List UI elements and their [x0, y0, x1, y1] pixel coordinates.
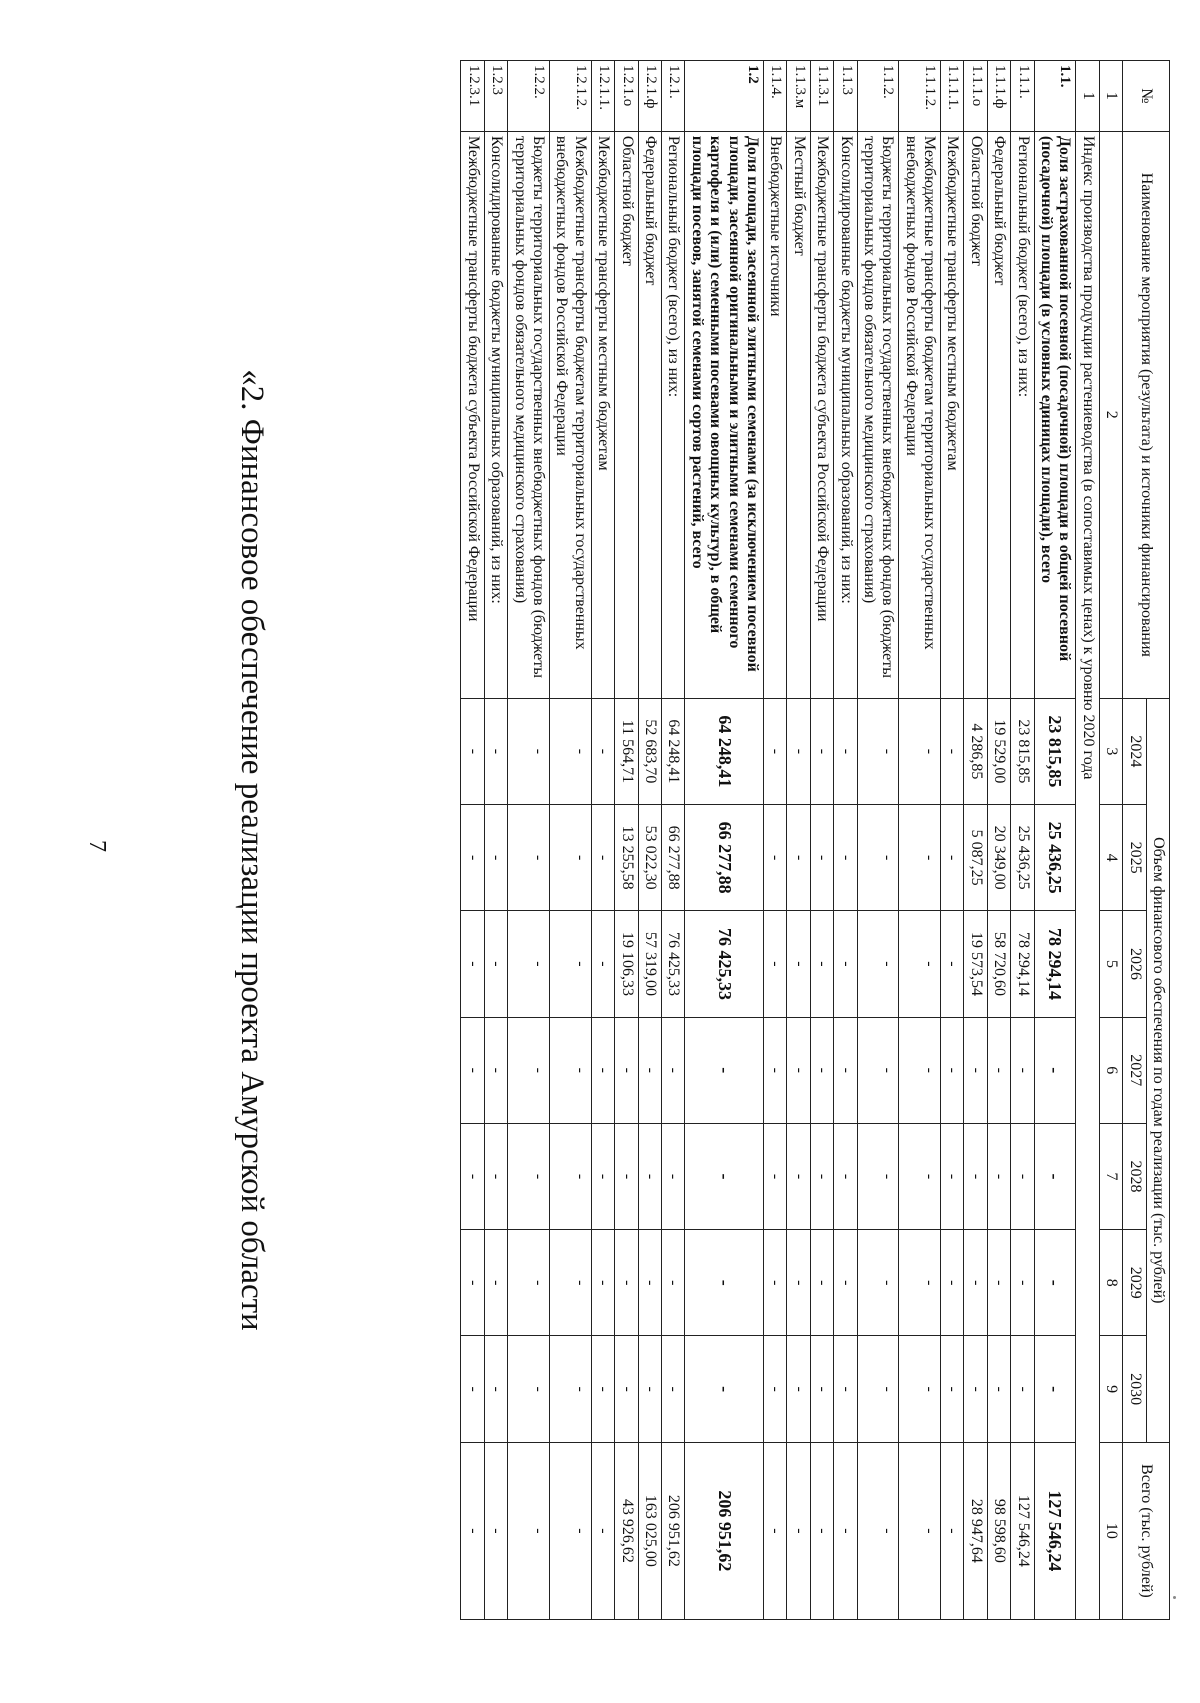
row-total: 206 951,62 [662, 1442, 685, 1619]
row-value: - [591, 1123, 614, 1229]
row-value: - [763, 1336, 786, 1442]
row-value: - [1034, 1017, 1076, 1123]
row-total: - [461, 1442, 484, 1619]
row-name: Федеральный бюджет [638, 131, 661, 698]
row-name: Федеральный бюджет [987, 131, 1010, 698]
row-value: - [662, 1336, 685, 1442]
table-row [810, 61, 833, 1620]
row-value: - [550, 698, 592, 804]
row-value: 11 564,71 [615, 698, 638, 804]
row-value: - [787, 911, 810, 1017]
row-value: 58 720,60 [987, 911, 1010, 1017]
row-value: - [857, 911, 899, 1017]
row-value: - [810, 1017, 833, 1123]
row-value: - [591, 911, 614, 1017]
row-value: - [857, 1017, 899, 1123]
row-total: - [834, 1442, 857, 1619]
row-value: - [987, 1017, 1010, 1123]
header-year: 2030 [1123, 1336, 1146, 1442]
row-number: 1.2.3.1 [461, 61, 484, 132]
row-total: - [787, 1442, 810, 1619]
row-value: - [941, 805, 964, 911]
row-total: 206 951,62 [685, 1442, 764, 1619]
row-value: - [461, 1230, 484, 1336]
row-value: - [615, 1336, 638, 1442]
table-row [964, 61, 987, 1620]
row-value: - [810, 1336, 833, 1442]
row-value: - [685, 1336, 764, 1442]
row-value: - [685, 1230, 764, 1336]
header-year: 2025 [1123, 805, 1146, 911]
table-body [461, 61, 1123, 1620]
row-value: 78 294,14 [1034, 911, 1076, 1017]
row-value: - [615, 1230, 638, 1336]
row-value: - [508, 805, 550, 911]
row-number: 1.2.1.2. [550, 61, 592, 132]
column-index: 9 [1099, 1336, 1122, 1442]
table-row [834, 61, 857, 1620]
table-row [461, 61, 484, 1620]
table-row [941, 61, 964, 1620]
row-value: - [857, 1336, 899, 1442]
row-number: 1.2 [685, 61, 764, 132]
header-name: Наименование мероприятия (результата) и источники финансирования [1123, 131, 1170, 698]
row-name: Межбюджетные трансферты бюджетам территориальных государственных внебюджетных фондов Российской Федерации [899, 131, 941, 698]
row-value: 53 022,30 [638, 805, 661, 911]
row-value: - [461, 911, 484, 1017]
row-value: 25 436,25 [1034, 805, 1076, 911]
row-value: - [834, 1230, 857, 1336]
row-value: - [834, 805, 857, 911]
row-value: - [787, 1017, 810, 1123]
table-row [987, 61, 1010, 1620]
column-index: 7 [1099, 1123, 1122, 1229]
row-total: - [941, 1442, 964, 1619]
rotated-page [50, 40, 1190, 1660]
row-value: - [1011, 1336, 1034, 1442]
header-volume: Объем финансового обеспечения по годам реализации (тыс. рублей) [1146, 698, 1169, 1442]
row-value: - [461, 698, 484, 804]
row-number: 1.1.1.ф [987, 61, 1010, 132]
row-value: - [899, 805, 941, 911]
row-value: - [964, 1017, 987, 1123]
row-name: Межбюджетные трансферты бюджета субъекта Российской Федерации [461, 131, 484, 698]
row-value: - [763, 911, 786, 1017]
row-value: - [964, 1123, 987, 1229]
header-total: Всего (тыс. рублей) [1123, 1442, 1170, 1619]
row-name: Областной бюджет [964, 131, 987, 698]
row-value: - [941, 911, 964, 1017]
table-row [508, 61, 550, 1620]
row-name: Межбюджетные трансферты бюджетам территориальных государственных внебюджетных фондов Российской Федерации [550, 131, 592, 698]
column-index: 2 [1099, 131, 1122, 698]
row-value: - [484, 698, 507, 804]
row-name: Межбюджетные трансферты бюджета субъекта Российской Федерации [810, 131, 833, 698]
row-total: - [810, 1442, 833, 1619]
row-value: 23 815,85 [1011, 698, 1034, 804]
row-value: 5 087,25 [964, 805, 987, 911]
header-year: 2028 [1123, 1123, 1146, 1229]
table-row [638, 61, 661, 1620]
table-row [857, 61, 899, 1620]
row-value: - [810, 1230, 833, 1336]
row-total: 43 926,62 [615, 1442, 638, 1619]
row-name: Региональный бюджет (всего), из них: [1011, 131, 1034, 698]
row-value: 4 286,85 [964, 698, 987, 804]
table-row [763, 61, 786, 1620]
row-value: - [591, 805, 614, 911]
row-value: - [461, 805, 484, 911]
column-index: 4 [1099, 805, 1122, 911]
row-name: Местный бюджет [787, 131, 810, 698]
section-title: Индекс производства продукции растениеводства (в сопоставимых ценах) к уровню 2020 года [1076, 131, 1099, 1619]
row-value: - [662, 1017, 685, 1123]
row-value: 25 436,25 [1011, 805, 1034, 911]
row-value: - [1011, 1123, 1034, 1229]
row-name: Региональный бюджет (всего), из них: [662, 131, 685, 698]
row-value: - [615, 1017, 638, 1123]
row-value: - [638, 1230, 661, 1336]
row-total: - [484, 1442, 507, 1619]
row-value: - [550, 1336, 592, 1442]
row-value: - [508, 1230, 550, 1336]
financing-table [461, 60, 1171, 1620]
row-total: 98 598,60 [987, 1442, 1010, 1619]
row-value: 19 106,33 [615, 911, 638, 1017]
row-total: - [508, 1442, 550, 1619]
row-value: - [508, 1123, 550, 1229]
row-name: Консолидированные бюджеты муниципальных образований, из них: [834, 131, 857, 698]
row-value: - [484, 1336, 507, 1442]
row-value: - [834, 1336, 857, 1442]
row-value: - [810, 805, 833, 911]
row-value: 66 277,88 [662, 805, 685, 911]
row-value: - [787, 1230, 810, 1336]
row-total: - [591, 1442, 614, 1619]
section-num: 1 [1076, 61, 1099, 132]
row-value: - [899, 1017, 941, 1123]
row-value: - [857, 805, 899, 911]
row-number: 1.1.3.м [787, 61, 810, 132]
row-value: - [550, 1123, 592, 1229]
row-value: - [834, 1017, 857, 1123]
row-value: - [484, 1123, 507, 1229]
row-number: 1.2.1.ф [638, 61, 661, 132]
row-value: - [899, 1123, 941, 1229]
table-row [591, 61, 614, 1620]
row-number: 1.2.2. [508, 61, 550, 132]
row-value: - [763, 1017, 786, 1123]
row-value: - [787, 698, 810, 804]
document-title: «2. Финансовое обеспечение реализации проекта Амурской области [234, 369, 270, 1331]
section-row [1076, 61, 1099, 1620]
row-value: - [685, 1123, 764, 1229]
row-value: 19 573,54 [964, 911, 987, 1017]
scan-speck [1173, 1596, 1176, 1599]
page-number: 7 [84, 840, 110, 852]
row-name: Межбюджетные трансферты местным бюджетам [591, 131, 614, 698]
row-number: 1.1.1.2. [899, 61, 941, 132]
column-index: 10 [1099, 1442, 1122, 1619]
row-value: - [899, 698, 941, 804]
row-value: 13 255,58 [615, 805, 638, 911]
column-index: 6 [1099, 1017, 1122, 1123]
row-value: - [987, 1230, 1010, 1336]
row-value: - [899, 1336, 941, 1442]
row-value: - [810, 911, 833, 1017]
row-value: - [857, 1230, 899, 1336]
row-value: - [550, 1017, 592, 1123]
table-row [899, 61, 941, 1620]
row-value: - [550, 1230, 592, 1336]
row-number: 1.1.1.1. [941, 61, 964, 132]
row-value: - [591, 698, 614, 804]
row-name: Областной бюджет [615, 131, 638, 698]
row-value: - [591, 1336, 614, 1442]
row-value: - [899, 911, 941, 1017]
row-value: 64 248,41 [685, 698, 764, 804]
row-value: - [1011, 1230, 1034, 1336]
row-value: - [763, 1230, 786, 1336]
row-name: Внебюджетные источники [763, 131, 786, 698]
row-value: 23 815,85 [1034, 698, 1076, 804]
table-row [484, 61, 507, 1620]
row-number: 1.1. [1034, 61, 1076, 132]
table-row [1011, 61, 1034, 1620]
row-value: - [461, 1017, 484, 1123]
row-value: - [484, 1230, 507, 1336]
column-index: 3 [1099, 698, 1122, 804]
row-value: - [941, 1230, 964, 1336]
header-year: 2024 [1123, 698, 1146, 804]
row-value: - [1034, 1230, 1076, 1336]
table-row [1034, 61, 1076, 1620]
row-value: - [941, 1123, 964, 1229]
row-value: - [484, 805, 507, 911]
row-total: - [857, 1442, 899, 1619]
header-year: 2029 [1123, 1230, 1146, 1336]
row-value: 20 349,00 [987, 805, 1010, 911]
row-value: - [834, 911, 857, 1017]
table-row [550, 61, 592, 1620]
row-number: 1.1.3 [834, 61, 857, 132]
row-value: - [941, 1336, 964, 1442]
row-value: - [591, 1230, 614, 1336]
row-value: - [484, 911, 507, 1017]
row-name: Бюджеты территориальных государственных внебюджетных фондов (бюджеты территориальных фондов обязательного медицинского страхования) [857, 131, 899, 698]
row-number: 1.1.2. [857, 61, 899, 132]
row-value: - [810, 698, 833, 804]
row-number: 1.2.3 [484, 61, 507, 132]
row-number: 1.2.1. [662, 61, 685, 132]
column-index: 5 [1099, 911, 1122, 1017]
row-total: 127 546,24 [1011, 1442, 1034, 1619]
header-year: 2026 [1123, 911, 1146, 1017]
row-total: 163 025,00 [638, 1442, 661, 1619]
row-value: - [941, 698, 964, 804]
table-row [662, 61, 685, 1620]
row-name: Доля площади, засеянной элитными семенами (за исключением посевной площади, засеянной оригинальными и элитными семенами семенного картофеля и (или) семенными посевами овощных культур), в общей площади посевов, занятой семенами сортов растений, всего [685, 131, 764, 698]
row-value: - [787, 1336, 810, 1442]
header-num: № [1123, 61, 1170, 132]
row-value: - [810, 1123, 833, 1229]
row-value: - [964, 1336, 987, 1442]
table-row [685, 61, 764, 1620]
row-total: - [550, 1442, 592, 1619]
row-value: 57 319,00 [638, 911, 661, 1017]
row-value: - [508, 1017, 550, 1123]
row-value: - [685, 1017, 764, 1123]
row-number: 1.1.4. [763, 61, 786, 132]
table-row [787, 61, 810, 1620]
row-value: 52 683,70 [638, 698, 661, 804]
row-number: 1.1.3.1 [810, 61, 833, 132]
row-value: - [591, 1017, 614, 1123]
column-index: 8 [1099, 1230, 1122, 1336]
row-value: - [1034, 1123, 1076, 1229]
row-value: - [638, 1123, 661, 1229]
row-total: 127 546,24 [1034, 1442, 1076, 1619]
column-index: 1 [1099, 61, 1122, 132]
table-row [615, 61, 638, 1620]
row-value: - [461, 1123, 484, 1229]
row-value: - [1011, 1017, 1034, 1123]
row-name: Доля застрахованной посевной (посадочной) площади в общей посевной (посадочной) площади (в условных единицах площади), всего [1034, 131, 1076, 698]
row-number: 1.1.1. [1011, 61, 1034, 132]
row-value: - [857, 698, 899, 804]
row-number: 1.2.1.1. [591, 61, 614, 132]
row-value: - [834, 1123, 857, 1229]
row-value: 19 529,00 [987, 698, 1010, 804]
row-value: - [615, 1123, 638, 1229]
row-value: - [1034, 1336, 1076, 1442]
row-value: 76 425,33 [685, 911, 764, 1017]
row-value: 64 248,41 [662, 698, 685, 804]
row-value: - [987, 1336, 1010, 1442]
row-value: - [550, 805, 592, 911]
row-value: - [787, 1123, 810, 1229]
row-number: 1.2.1.о [615, 61, 638, 132]
row-value: 76 425,33 [662, 911, 685, 1017]
row-value: 78 294,14 [1011, 911, 1034, 1017]
row-value: - [662, 1123, 685, 1229]
row-value: 66 277,88 [685, 805, 764, 911]
row-value: - [941, 1017, 964, 1123]
row-name: Консолидированные бюджеты муниципальных образований, из них: [484, 131, 507, 698]
row-value: - [834, 698, 857, 804]
row-value: - [662, 1230, 685, 1336]
row-value: - [987, 1123, 1010, 1229]
row-value: - [638, 1336, 661, 1442]
row-value: - [899, 1230, 941, 1336]
row-value: - [508, 1336, 550, 1442]
row-value: - [461, 1336, 484, 1442]
row-name: Межбюджетные трансферты местным бюджетам [941, 131, 964, 698]
row-value: - [508, 911, 550, 1017]
row-value: - [763, 698, 786, 804]
row-value: - [484, 1017, 507, 1123]
row-total: - [763, 1442, 786, 1619]
row-value: - [787, 805, 810, 911]
row-total: 28 947,64 [964, 1442, 987, 1619]
row-value: - [763, 805, 786, 911]
row-value: - [638, 1017, 661, 1123]
row-value: - [550, 911, 592, 1017]
header-year: 2027 [1123, 1017, 1146, 1123]
row-total: - [899, 1442, 941, 1619]
row-value: - [964, 1230, 987, 1336]
row-value: - [508, 698, 550, 804]
row-number: 1.1.1.о [964, 61, 987, 132]
column-index-row [1099, 61, 1122, 1620]
row-value: - [763, 1123, 786, 1229]
row-value: - [857, 1123, 899, 1229]
row-name: Бюджеты территориальных государственных внебюджетных фондов (бюджеты территориальных фондов обязательного медицинского страхования) [508, 131, 550, 698]
